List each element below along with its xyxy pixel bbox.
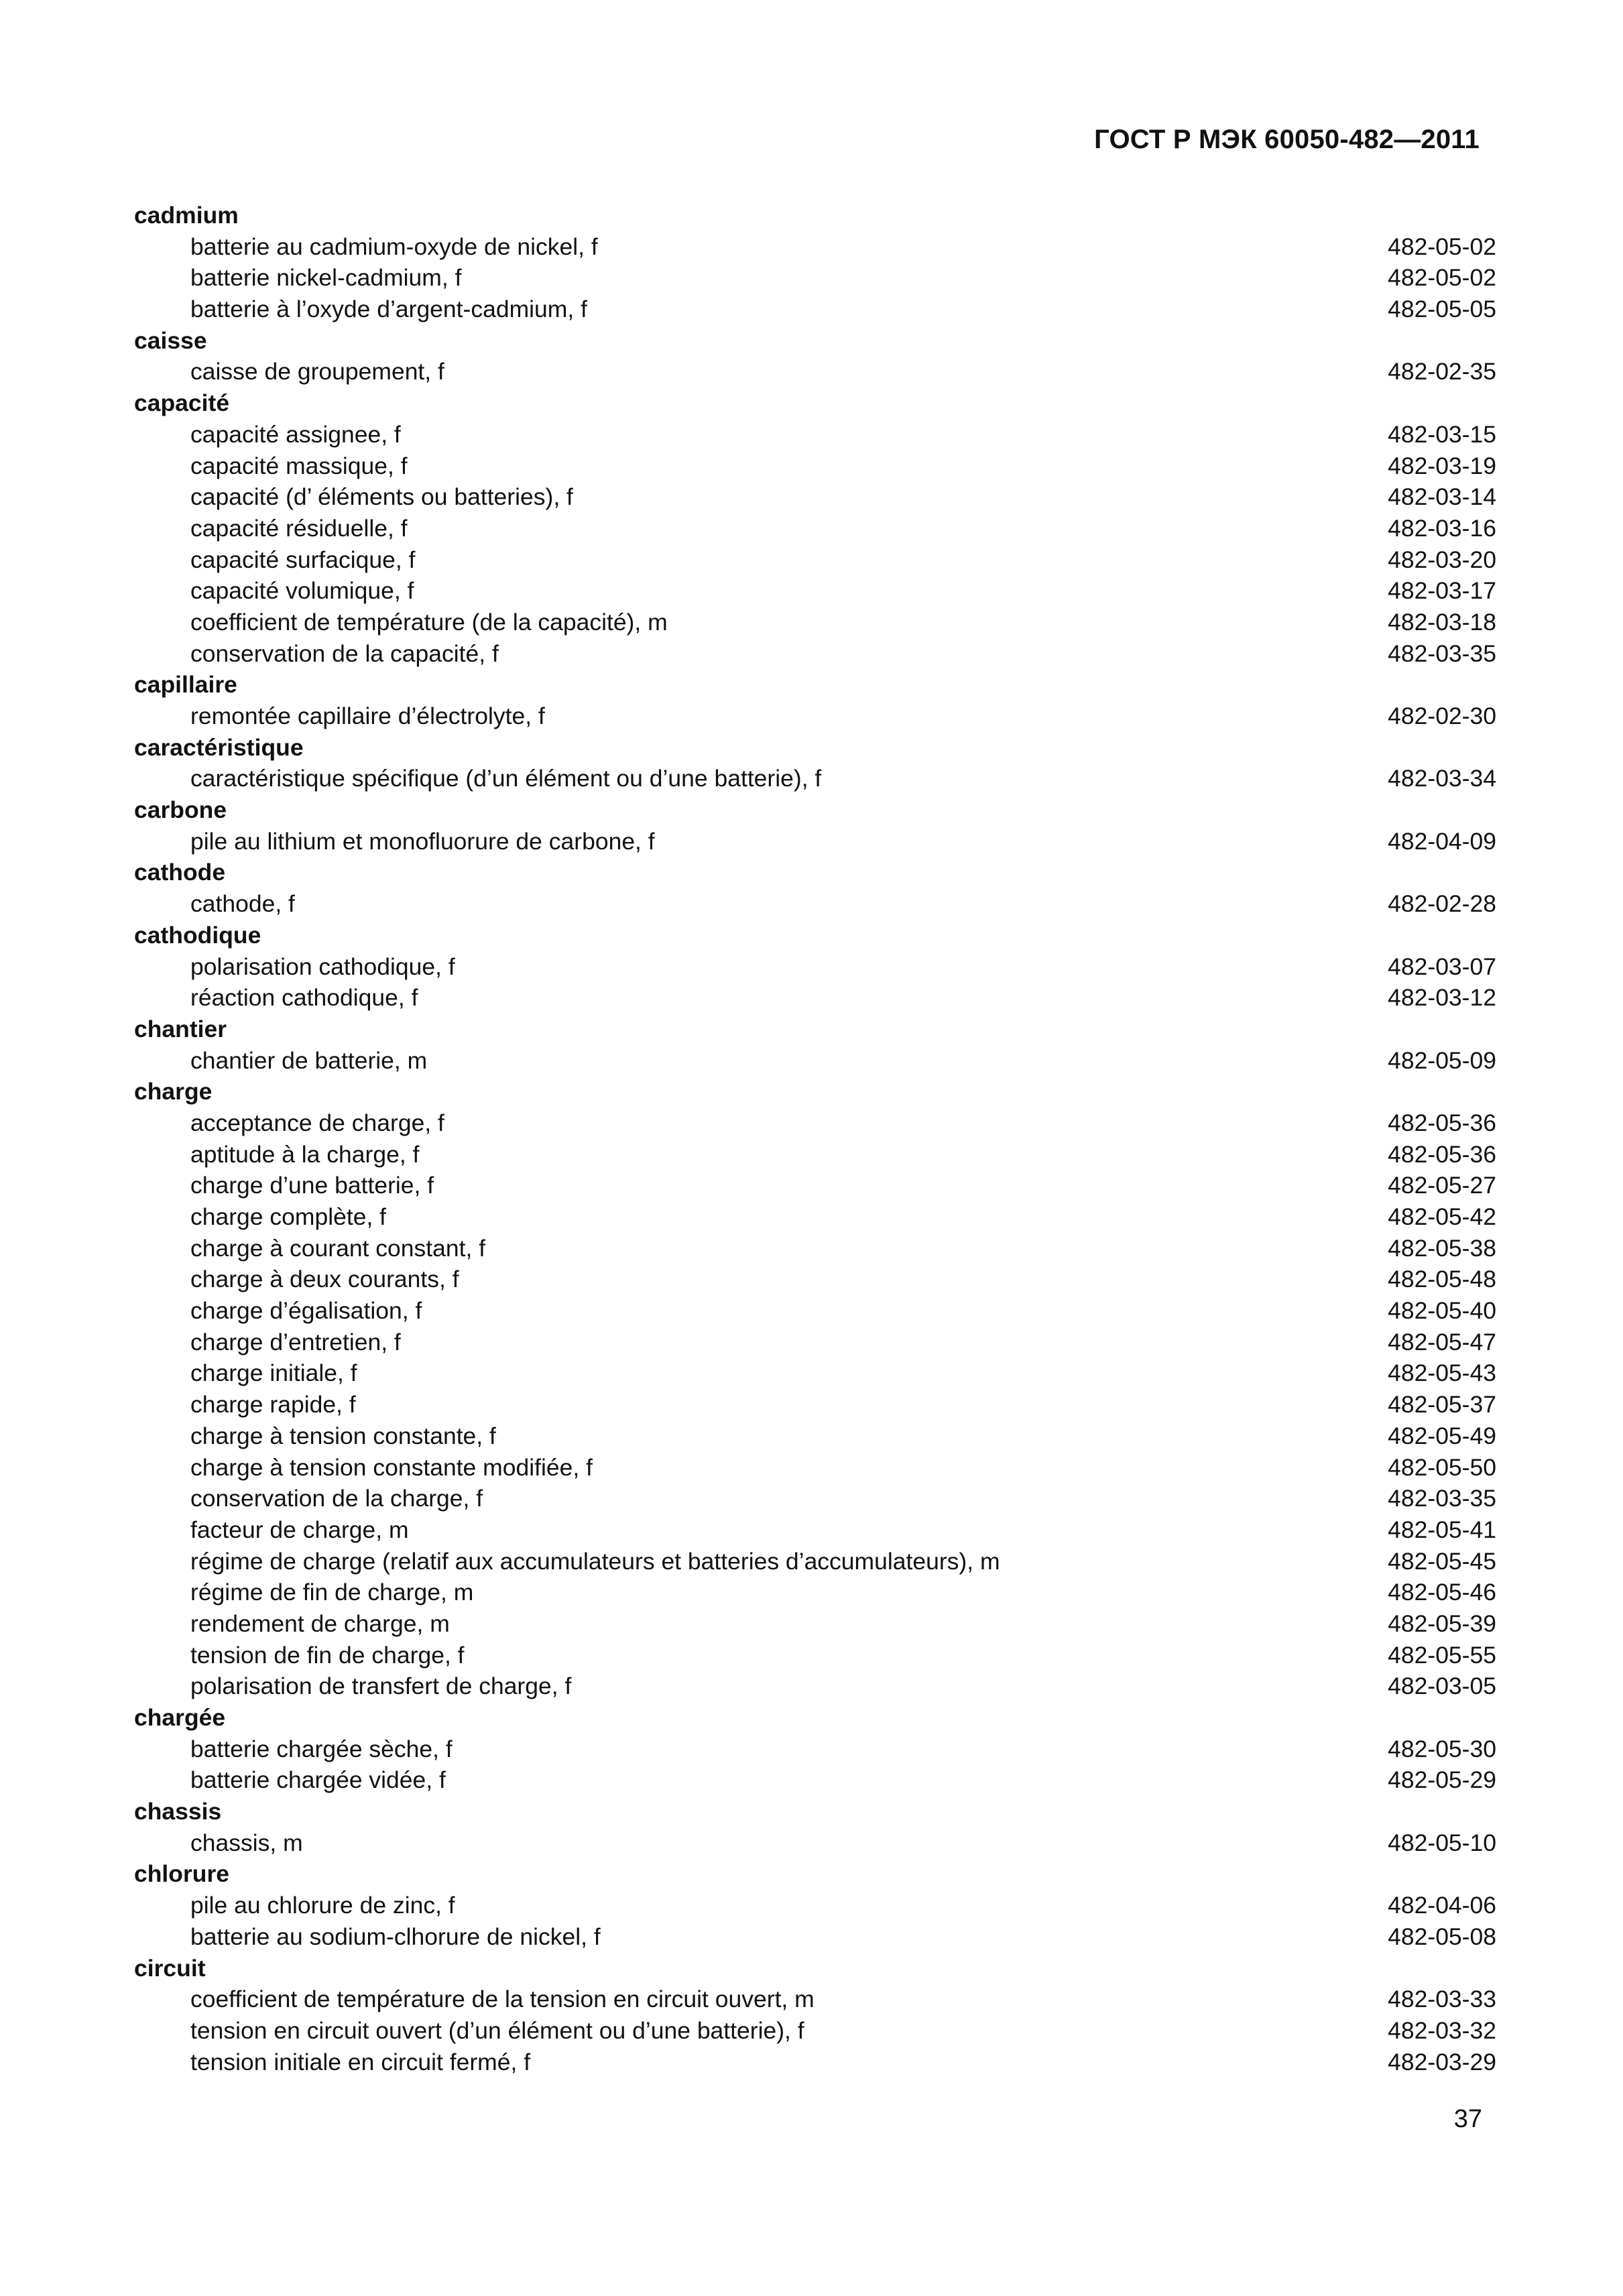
heading-label: caractéristique <box>134 733 304 761</box>
index-entry <box>134 1295 1496 1327</box>
index-entry <box>134 1327 1496 1358</box>
entry-reference: 482-05-39 <box>1388 1610 1496 1637</box>
entry-term: conservation de la charge, f <box>190 1485 483 1512</box>
entry-term: pile au chlorure de zinc, f <box>190 1892 455 1919</box>
index-heading <box>134 200 1496 231</box>
index-entry <box>134 1421 1496 1452</box>
heading-label: circuit <box>134 1954 206 1982</box>
entry-reference: 482-05-02 <box>1388 264 1496 292</box>
entry-term: chassis, m <box>190 1829 303 1856</box>
index-heading <box>134 669 1496 701</box>
entry-term: charge d’entretien, f <box>190 1328 401 1355</box>
index-entry <box>134 1640 1496 1671</box>
entry-term: charge à tension constante, f <box>190 1422 496 1449</box>
index-entry <box>134 1764 1496 1796</box>
entry-term: batterie chargée vidée, f <box>190 1766 446 1794</box>
entry-term: capacité surfacique, f <box>190 546 416 573</box>
entry-term: acceptance de charge, f <box>190 1109 444 1136</box>
entry-reference: 482-05-38 <box>1388 1234 1496 1262</box>
entry-term: conservation de la capacité, f <box>190 640 499 667</box>
index-heading <box>134 1014 1496 1045</box>
index-entry <box>134 450 1496 482</box>
heading-label: chassis <box>134 1798 222 1825</box>
entry-reference: 482-05-47 <box>1388 1328 1496 1355</box>
entry-reference: 482-05-09 <box>1388 1046 1496 1074</box>
entry-reference: 482-03-16 <box>1388 514 1496 542</box>
entry-reference: 482-03-33 <box>1388 1986 1496 2013</box>
entry-term: régime de fin de charge, m <box>190 1579 474 1606</box>
entry-reference: 482-03-32 <box>1388 2016 1496 2044</box>
entry-term: batterie au cadmium-oxyde de nickel, f <box>190 233 598 260</box>
term-index <box>134 200 1496 2077</box>
entry-term: batterie chargée sèche, f <box>190 1735 453 1762</box>
entry-term: rendement de charge, m <box>190 1610 450 1637</box>
index-heading <box>134 1076 1496 1107</box>
index-entry <box>134 701 1496 732</box>
entry-reference: 482-05-40 <box>1388 1297 1496 1325</box>
entry-term: capacité massique, f <box>190 452 408 479</box>
heading-label: capacité <box>134 389 230 417</box>
index-entry <box>134 1577 1496 1608</box>
entry-term: batterie au sodium-clhorure de nickel, f <box>190 1923 601 1950</box>
index-heading <box>134 732 1496 764</box>
index-entry <box>134 481 1496 513</box>
entry-term: charge initiale, f <box>190 1360 357 1387</box>
entry-reference: 482-05-55 <box>1388 1641 1496 1669</box>
entry-term: tension en circuit ouvert (d’un élément ou d’une batterie), f <box>190 2016 804 2044</box>
entry-reference: 482-04-06 <box>1388 1892 1496 1919</box>
entry-reference: 482-03-35 <box>1388 1485 1496 1512</box>
index-entry <box>134 763 1496 794</box>
index-entry <box>134 356 1496 387</box>
entry-reference: 482-05-50 <box>1388 1453 1496 1481</box>
index-entry <box>134 1827 1496 1859</box>
entry-reference: 482-05-43 <box>1388 1360 1496 1387</box>
index-entry <box>134 1170 1496 1201</box>
index-entry <box>134 1483 1496 1514</box>
index-entry <box>134 1201 1496 1233</box>
heading-label: cathodique <box>134 921 261 949</box>
index-heading <box>134 1858 1496 1890</box>
index-entry <box>134 419 1496 450</box>
heading-label: caisse <box>134 326 207 354</box>
entry-reference: 482-05-10 <box>1388 1829 1496 1856</box>
heading-label: cathode <box>134 859 226 886</box>
index-heading <box>134 1702 1496 1734</box>
entry-reference: 482-03-19 <box>1388 452 1496 479</box>
index-entry <box>134 1139 1496 1170</box>
index-entry <box>134 638 1496 670</box>
entry-reference: 482-05-48 <box>1388 1266 1496 1293</box>
index-entry <box>134 262 1496 294</box>
entry-term: tension de fin de charge, f <box>190 1641 465 1669</box>
index-entry <box>134 1671 1496 1702</box>
entry-reference: 482-05-02 <box>1388 233 1496 260</box>
page-number: 37 <box>1453 2105 1482 2133</box>
index-entry <box>134 888 1496 920</box>
entry-reference: 482-05-30 <box>1388 1735 1496 1762</box>
entry-term: tension initiale en circuit fermé, f <box>190 2048 531 2075</box>
entry-term: capacité (d’ éléments ou batteries), f <box>190 483 573 511</box>
index-heading <box>134 794 1496 826</box>
entry-reference: 482-05-08 <box>1388 1923 1496 1950</box>
index-entry <box>134 231 1496 263</box>
heading-label: chantier <box>134 1015 227 1042</box>
heading-label: cadmium <box>134 202 239 229</box>
entry-reference: 482-05-37 <box>1388 1391 1496 1418</box>
entry-reference: 482-03-34 <box>1388 765 1496 792</box>
entry-reference: 482-05-29 <box>1388 1766 1496 1794</box>
heading-label: carbone <box>134 796 227 824</box>
entry-term: capacité volumique, f <box>190 577 414 605</box>
entry-term: caractéristique spécifique (d’un élément ou d’une batterie), f <box>190 765 822 792</box>
entry-term: charge à courant constant, f <box>190 1234 486 1262</box>
document-header: ГОСТ Р МЭК 60050-482—2011 <box>1094 125 1480 154</box>
entry-reference: 482-03-14 <box>1388 483 1496 511</box>
entry-reference: 482-03-05 <box>1388 1673 1496 1700</box>
index-entry <box>134 607 1496 638</box>
index-heading <box>134 387 1496 419</box>
heading-label: capillaire <box>134 671 237 699</box>
index-heading <box>134 857 1496 888</box>
entry-term: charge complète, f <box>190 1203 387 1230</box>
entry-reference: 482-05-05 <box>1388 296 1496 323</box>
index-entry <box>134 982 1496 1014</box>
index-entry <box>134 1107 1496 1139</box>
entry-term: charge d’égalisation, f <box>190 1297 422 1325</box>
entry-term: pile au lithium et monofluorure de carbone, f <box>190 827 655 855</box>
index-entry <box>134 1389 1496 1421</box>
entry-term: caisse de groupement, f <box>190 358 444 385</box>
entry-term: coefficient de température (de la capacité), m <box>190 608 668 636</box>
entry-reference: 482-05-46 <box>1388 1579 1496 1606</box>
entry-reference: 482-03-17 <box>1388 577 1496 605</box>
index-entry <box>134 1357 1496 1389</box>
heading-label: chargée <box>134 1704 226 1731</box>
entry-term: régime de charge (relatif aux accumulateurs et batteries d’accumulateurs), m <box>190 1547 1000 1575</box>
entry-reference: 482-05-45 <box>1388 1547 1496 1575</box>
heading-label: charge <box>134 1078 213 1105</box>
index-entry <box>134 1233 1496 1264</box>
entry-reference: 482-02-30 <box>1388 703 1496 729</box>
entry-term: réaction cathodique, f <box>190 984 418 1012</box>
index-entry <box>134 1984 1496 2015</box>
entry-reference: 482-05-27 <box>1388 1172 1496 1199</box>
index-heading <box>134 325 1496 357</box>
entry-reference: 482-02-28 <box>1388 890 1496 918</box>
index-heading <box>134 1953 1496 1984</box>
entry-term: aptitude à la charge, f <box>190 1140 420 1168</box>
entry-reference: 482-03-15 <box>1388 420 1496 448</box>
entry-term: charge à deux courants, f <box>190 1266 459 1293</box>
entry-reference: 482-05-36 <box>1388 1109 1496 1136</box>
heading-label: chlorure <box>134 1860 230 1888</box>
index-entry <box>134 1608 1496 1640</box>
index-entry <box>134 1045 1496 1077</box>
entry-reference: 482-03-35 <box>1388 640 1496 667</box>
index-entry <box>134 1546 1496 1577</box>
entry-reference: 482-03-12 <box>1388 984 1496 1012</box>
index-entry <box>134 1734 1496 1765</box>
index-entry <box>134 1452 1496 1484</box>
index-entry <box>134 294 1496 325</box>
index-heading <box>134 1796 1496 1827</box>
index-entry <box>134 1514 1496 1546</box>
entry-term: chantier de batterie, m <box>190 1046 428 1074</box>
index-entry <box>134 1921 1496 1953</box>
index-entry <box>134 826 1496 857</box>
entry-term: batterie nickel-cadmium, f <box>190 264 462 292</box>
entry-reference: 482-03-20 <box>1388 546 1496 573</box>
entry-term: charge d’une batterie, f <box>190 1172 434 1199</box>
entry-reference: 482-05-41 <box>1388 1516 1496 1543</box>
index-entry <box>134 1890 1496 1921</box>
entry-reference: 482-03-29 <box>1388 2048 1496 2075</box>
entry-reference: 482-04-09 <box>1388 827 1496 855</box>
index-entry <box>134 1264 1496 1295</box>
entry-reference: 482-03-18 <box>1388 608 1496 636</box>
entry-term: facteur de charge, m <box>190 1516 409 1543</box>
entry-reference: 482-02-35 <box>1388 358 1496 385</box>
entry-reference: 482-05-42 <box>1388 1203 1496 1230</box>
entry-reference: 482-05-36 <box>1388 1140 1496 1168</box>
entry-term: coefficient de température de la tension en circuit ouvert, m <box>190 1986 815 2013</box>
entry-term: capacité assignee, f <box>190 420 401 448</box>
index-entry <box>134 2015 1496 2047</box>
entry-reference: 482-03-07 <box>1388 953 1496 980</box>
entry-term: charge à tension constante modifiée, f <box>190 1453 593 1481</box>
index-entry <box>134 2047 1496 2078</box>
entry-term: cathode, f <box>190 890 295 918</box>
entry-term: polarisation cathodique, f <box>190 953 455 980</box>
entry-term: batterie à l’oxyde d’argent-cadmium, f <box>190 296 587 323</box>
index-heading <box>134 920 1496 951</box>
index-entry <box>134 544 1496 576</box>
index-entry <box>134 513 1496 544</box>
entry-term: charge rapide, f <box>190 1391 356 1418</box>
entry-term: capacité résiduelle, f <box>190 514 408 542</box>
entry-term: remontée capillaire d’électrolyte, f <box>190 703 545 729</box>
entry-reference: 482-05-49 <box>1388 1422 1496 1449</box>
entry-term: polarisation de transfert de charge, f <box>190 1673 572 1700</box>
index-entry <box>134 575 1496 607</box>
index-entry <box>134 951 1496 983</box>
